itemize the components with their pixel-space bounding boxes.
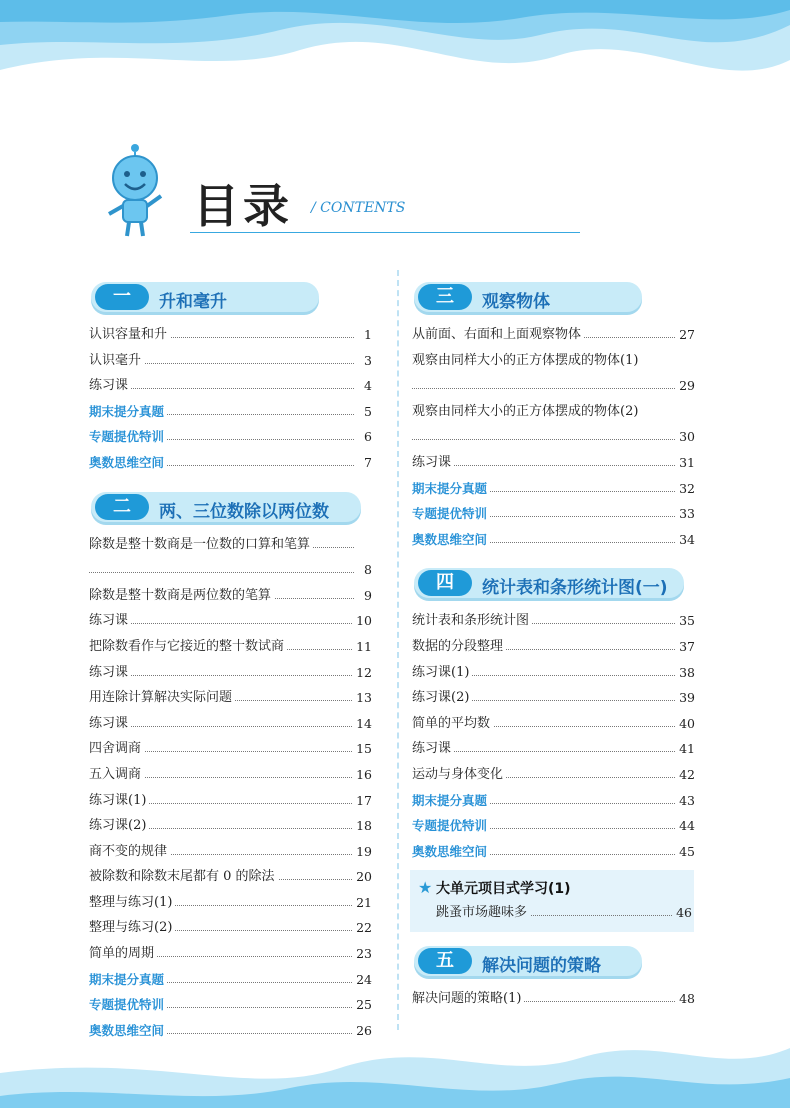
toc-entry-label: 奥数思维空间: [89, 1018, 167, 1044]
toc-entry-page: 31: [676, 450, 695, 476]
unit-header-4: [410, 566, 695, 602]
column-divider: [397, 270, 399, 1030]
left-column: [87, 280, 372, 1043]
toc-entry-label: 运动与身体变化: [412, 762, 506, 788]
toc-entry-page: 46: [673, 900, 692, 926]
toc-entry[interactable]: [410, 634, 695, 660]
unit-number-badge: 三: [418, 284, 472, 310]
unit-number-badge: 四: [418, 570, 472, 596]
toc-entry-label: 奥数思维空间: [89, 450, 167, 476]
toc-entry[interactable]: [87, 583, 372, 609]
toc-entry-label: 整理与练习(2): [89, 915, 175, 941]
toc-entry-label: 练习课: [412, 450, 454, 476]
unit-title: 观察物体: [482, 292, 550, 312]
top-wave-decoration: [0, 0, 790, 120]
toc-entry-page: 33: [676, 501, 695, 527]
toc-entry[interactable]: [87, 322, 372, 348]
toc-entry-page: 17: [353, 788, 372, 814]
toc-entry[interactable]: [87, 762, 372, 788]
toc-entry-page: 6: [361, 424, 372, 450]
toc-entry-label: 数据的分段整理: [412, 634, 506, 660]
toc-entry[interactable]: [410, 608, 695, 634]
toc-entry[interactable]: [410, 450, 695, 476]
toc-entry-page: 16: [353, 762, 372, 788]
star-icon: ★: [418, 878, 433, 898]
title-underline: [190, 232, 580, 233]
unit-header-5: [410, 944, 695, 980]
toc-entry-label: 奥数思维空间: [412, 527, 490, 553]
toc-entry-label: 观察由同样大小的正方体摆成的物体(2): [412, 399, 641, 425]
unit-title: 解决问题的策略: [482, 956, 601, 977]
toc-entry[interactable]: [87, 915, 372, 941]
toc-entry[interactable]: [87, 967, 372, 993]
toc-entry-page: 1: [361, 322, 372, 348]
toc-entry-page: 25: [353, 992, 372, 1018]
page-subtitle: / CONTENTS: [311, 200, 406, 216]
toc-entry-label: 商不变的规律: [89, 839, 170, 865]
toc-entry-label: 除数是整十数商是两位数的笔算: [89, 583, 274, 609]
project-title: 大单元项目式学习(1): [436, 881, 571, 898]
toc-entry-label: 简单的周期: [89, 941, 157, 967]
toc-entry[interactable]: [410, 424, 695, 450]
toc-entry[interactable]: [410, 660, 695, 686]
toc-entry[interactable]: [410, 501, 695, 527]
toc-entry[interactable]: [434, 900, 692, 926]
toc-entry-page: 37: [676, 634, 695, 660]
toc-entry-label: 练习课(2): [412, 685, 472, 711]
toc-entry-page: 9: [361, 583, 372, 609]
unit-header-1: [87, 280, 372, 316]
toc-entry-label: 专题提优特训: [89, 424, 167, 450]
toc-entry[interactable]: [410, 711, 695, 737]
toc-entry-page: 32: [676, 476, 695, 502]
toc-entry-page: 39: [676, 685, 695, 711]
toc-entry[interactable]: [87, 788, 372, 814]
toc-entry-page: 38: [676, 660, 695, 686]
right-column: [410, 280, 695, 1012]
toc-entry-label: 练习课: [89, 608, 131, 634]
toc-entry-label: 练习课: [89, 711, 131, 737]
toc-entry[interactable]: [87, 890, 372, 916]
toc-entry-label: 期末提分真题: [412, 788, 490, 814]
toc-entry[interactable]: [87, 424, 372, 450]
toc-entry-label: 认识毫升: [89, 348, 144, 374]
toc-entry-label: 四舍调商: [89, 736, 144, 762]
unit-header-3: [410, 280, 695, 316]
toc-entry-label: 把除数看作与它接近的整十数试商: [89, 634, 287, 660]
toc-entry-page: 3: [361, 348, 372, 374]
toc-entry-label: 被除数和除数末尾都有 0 的除法: [89, 864, 278, 890]
toc-entry-label: 练习课(1): [412, 660, 472, 686]
toc-entry-label: 认识容量和升: [89, 322, 170, 348]
toc-entry-page: 43: [676, 788, 695, 814]
toc-entry-page: 26: [353, 1018, 372, 1044]
toc-entry[interactable]: [87, 711, 372, 737]
toc-entry-page: 5: [361, 399, 372, 425]
toc-entry[interactable]: [410, 813, 695, 839]
toc-entry-page: 18: [353, 813, 372, 839]
toc-entry-page: 20: [353, 864, 372, 890]
toc-entry[interactable]: [87, 941, 372, 967]
toc-entry[interactable]: [410, 373, 695, 399]
toc-entry-label: 跳蚤市场趣味多: [436, 900, 530, 926]
section-gap: [87, 476, 372, 490]
toc-entry[interactable]: [410, 986, 695, 1012]
toc-entry-page: 19: [353, 839, 372, 865]
toc-entry[interactable]: [410, 476, 695, 502]
dot-leader: [412, 439, 677, 440]
toc-entry-label: 专题提优特训: [89, 992, 167, 1018]
toc-entry-page: 42: [676, 762, 695, 788]
toc-entry[interactable]: [87, 685, 372, 711]
project-box: [410, 870, 694, 932]
toc-entry-page: 48: [676, 986, 695, 1012]
toc-entry[interactable]: [410, 527, 695, 553]
unit-title: 升和毫升: [159, 292, 227, 312]
toc-entry-label: 整理与练习(1): [89, 890, 175, 916]
toc-entry-page: 23: [353, 941, 372, 967]
toc-entry-page: 45: [676, 839, 695, 865]
toc-entry-label: 专题提优特训: [412, 501, 490, 527]
toc-entry[interactable]: [87, 634, 372, 660]
unit-title: 统计表和条形统计图(一): [482, 578, 668, 599]
toc-entry-label: 期末提分真题: [412, 476, 490, 502]
toc-entry[interactable]: [87, 736, 372, 762]
toc-entry-page: 35: [676, 608, 695, 634]
toc-entry[interactable]: [410, 736, 695, 762]
toc-entry-label: 练习课(2): [89, 813, 149, 839]
contents-title-area: [95, 140, 595, 245]
toc-entry[interactable]: [87, 660, 372, 686]
toc-entry-page: 7: [361, 450, 372, 476]
toc-entry-label: 统计表和条形统计图: [412, 608, 532, 634]
toc-entry[interactable]: [410, 762, 695, 788]
toc-entry-page: 27: [676, 322, 695, 348]
toc-entry-page: 13: [353, 685, 372, 711]
toc-entry[interactable]: [87, 348, 372, 374]
toc-entry-label: 从前面、右面和上面观察物体: [412, 322, 584, 348]
toc-entry-label: 五入调商: [89, 762, 144, 788]
toc-entry[interactable]: [87, 608, 372, 634]
robot-mascot-icon: [95, 140, 175, 240]
toc-entry-page: 10: [353, 608, 372, 634]
toc-entry-page: 29: [676, 373, 695, 399]
toc-entry[interactable]: [87, 557, 372, 583]
toc-entry-label: 期末提分真题: [89, 399, 167, 425]
toc-entry[interactable]: [410, 685, 695, 711]
dot-leader: [89, 572, 354, 573]
toc-entry[interactable]: [410, 348, 695, 374]
unit-header-2: [87, 490, 372, 526]
toc-entry-page: 24: [353, 967, 372, 993]
unit-number-badge: 五: [418, 948, 472, 974]
toc-entry-page: 40: [676, 711, 695, 737]
toc-entry-page: 41: [676, 736, 695, 762]
toc-entry[interactable]: [87, 992, 372, 1018]
toc-entry-page: 44: [676, 813, 695, 839]
toc-entry[interactable]: [410, 322, 695, 348]
toc-entry[interactable]: [87, 864, 372, 890]
toc-entry-page: 4: [361, 373, 372, 399]
section-gap: [410, 552, 695, 566]
toc-entry-page: 21: [353, 890, 372, 916]
toc-entry[interactable]: [410, 788, 695, 814]
toc-entry-label: 练习课: [412, 736, 454, 762]
toc-entry-label: 练习课: [89, 373, 131, 399]
toc-entry[interactable]: [87, 399, 372, 425]
toc-entry-page: 30: [676, 424, 695, 450]
toc-entry-label: 奥数思维空间: [412, 839, 490, 865]
unit-number-badge: 二: [95, 494, 149, 520]
toc-entry[interactable]: [410, 399, 695, 425]
unit-title: 两、三位数除以两位数: [159, 501, 329, 522]
page-title: 目录: [193, 179, 293, 233]
toc-entry-label: 简单的平均数: [412, 711, 493, 737]
toc-entry-page: 8: [361, 557, 372, 583]
toc-entry-label: 除数是整十数商是一位数的口算和笔算: [89, 532, 313, 558]
toc-entry[interactable]: [87, 813, 372, 839]
toc-entry-page: 12: [353, 660, 372, 686]
toc-entry[interactable]: [87, 373, 372, 399]
toc-entry-label: 练习课(1): [89, 788, 149, 814]
toc-entry-page: 15: [353, 736, 372, 762]
unit-number-badge: 一: [95, 284, 149, 310]
toc-entry-page: 11: [353, 634, 372, 660]
toc-entry-label: 练习课: [89, 660, 131, 686]
dot-leader: [412, 388, 677, 389]
toc-entry[interactable]: [410, 839, 695, 865]
toc-entry-label: 观察由同样大小的正方体摆成的物体(1): [412, 348, 641, 374]
toc-entry-page: 14: [353, 711, 372, 737]
toc-entry[interactable]: [87, 839, 372, 865]
toc-entry-page: 22: [353, 915, 372, 941]
toc-entry-label: 专题提优特训: [412, 813, 490, 839]
toc-entry-label: 期末提分真题: [89, 967, 167, 993]
toc-entry-page: 34: [676, 527, 695, 553]
toc-entry[interactable]: [87, 450, 372, 476]
toc-entry-label: 解决问题的策略(1): [412, 986, 524, 1012]
toc-entry[interactable]: [87, 532, 372, 558]
toc-entry-label: 用连除计算解决实际问题: [89, 685, 235, 711]
